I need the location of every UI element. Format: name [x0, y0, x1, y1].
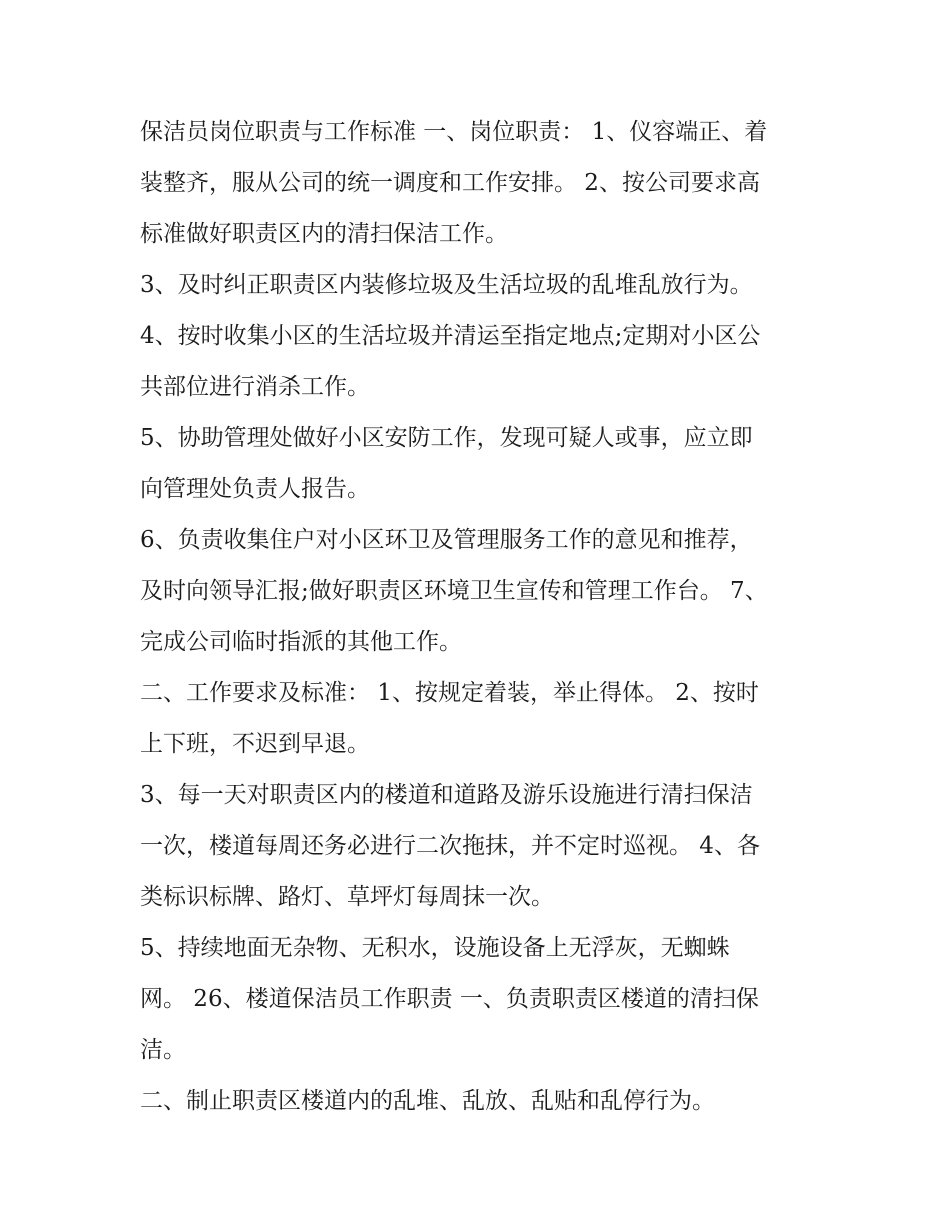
- text-line: 共部位进行消杀工作。: [140, 374, 370, 400]
- paragraph-standard-3: [140, 770, 816, 923]
- text-line: 及时向领导汇报;做好职责区环境卫生宣传和管理工作台。 7、: [140, 578, 768, 604]
- document-body: [140, 107, 816, 1127]
- text-line: 类标识标牌、路灯、草坪灯每周抹一次。: [140, 884, 554, 910]
- text-line: 3、每一天对职责区内的楼道和道路及游乐设施进行清扫保洁: [140, 782, 753, 808]
- text-line: 完成公司临时指派的其他工作。: [140, 629, 462, 655]
- text-line: 向管理处负责人报告。: [140, 476, 370, 502]
- text-line: 6、负责收集住户对小区环卫及管理服务工作的意见和推荐，: [140, 527, 753, 553]
- paragraph-item-4: [140, 311, 816, 413]
- text-line: 一次，楼道每周还务必进行二次拖抹，并不定时巡视。 4、各: [140, 833, 760, 859]
- text-line: 保洁员岗位职责与工作标准 一、岗位职责： 1、仪容端正、着: [140, 119, 768, 145]
- paragraph-standard-5: [140, 923, 816, 1076]
- text-line: 5、协助管理处做好小区安防工作，发现可疑人或事，应立即: [140, 425, 753, 451]
- text-line: 4、按时收集小区的生活垃圾并清运至指定地点;定期对小区公: [140, 323, 761, 349]
- paragraph-section-2: [140, 668, 816, 770]
- paragraph-item-6: [140, 515, 816, 668]
- text-line: 5、持续地面无杂物、无积水，设施设备上无浮灰，无蜘蛛: [140, 935, 730, 961]
- text-line: 上下班，不迟到早退。: [140, 731, 370, 757]
- paragraph-item-3: [140, 260, 816, 311]
- text-line: 标准做好职责区内的清扫保洁工作。: [140, 221, 508, 247]
- paragraph-stairwell-duty-2: [140, 1076, 816, 1127]
- text-line: 3、及时纠正职责区内装修垃圾及生活垃圾的乱堆乱放行为。: [140, 272, 753, 298]
- text-line: 二、工作要求及标准： 1、按规定着装，举止得体。 2、按时: [140, 680, 759, 706]
- text-line: 二、制止职责区楼道内的乱堆、乱放、乱贴和乱停行为。: [140, 1088, 715, 1114]
- paragraph-item-5: [140, 413, 816, 515]
- paragraph-intro: [140, 107, 816, 260]
- text-line: 网。 26、楼道保洁员工作职责 一、负责职责区楼道的清扫保: [140, 986, 759, 1012]
- text-line: 洁。: [140, 1037, 186, 1063]
- text-line: 装整齐，服从公司的统一调度和工作安排。 2、按公司要求高: [140, 170, 760, 196]
